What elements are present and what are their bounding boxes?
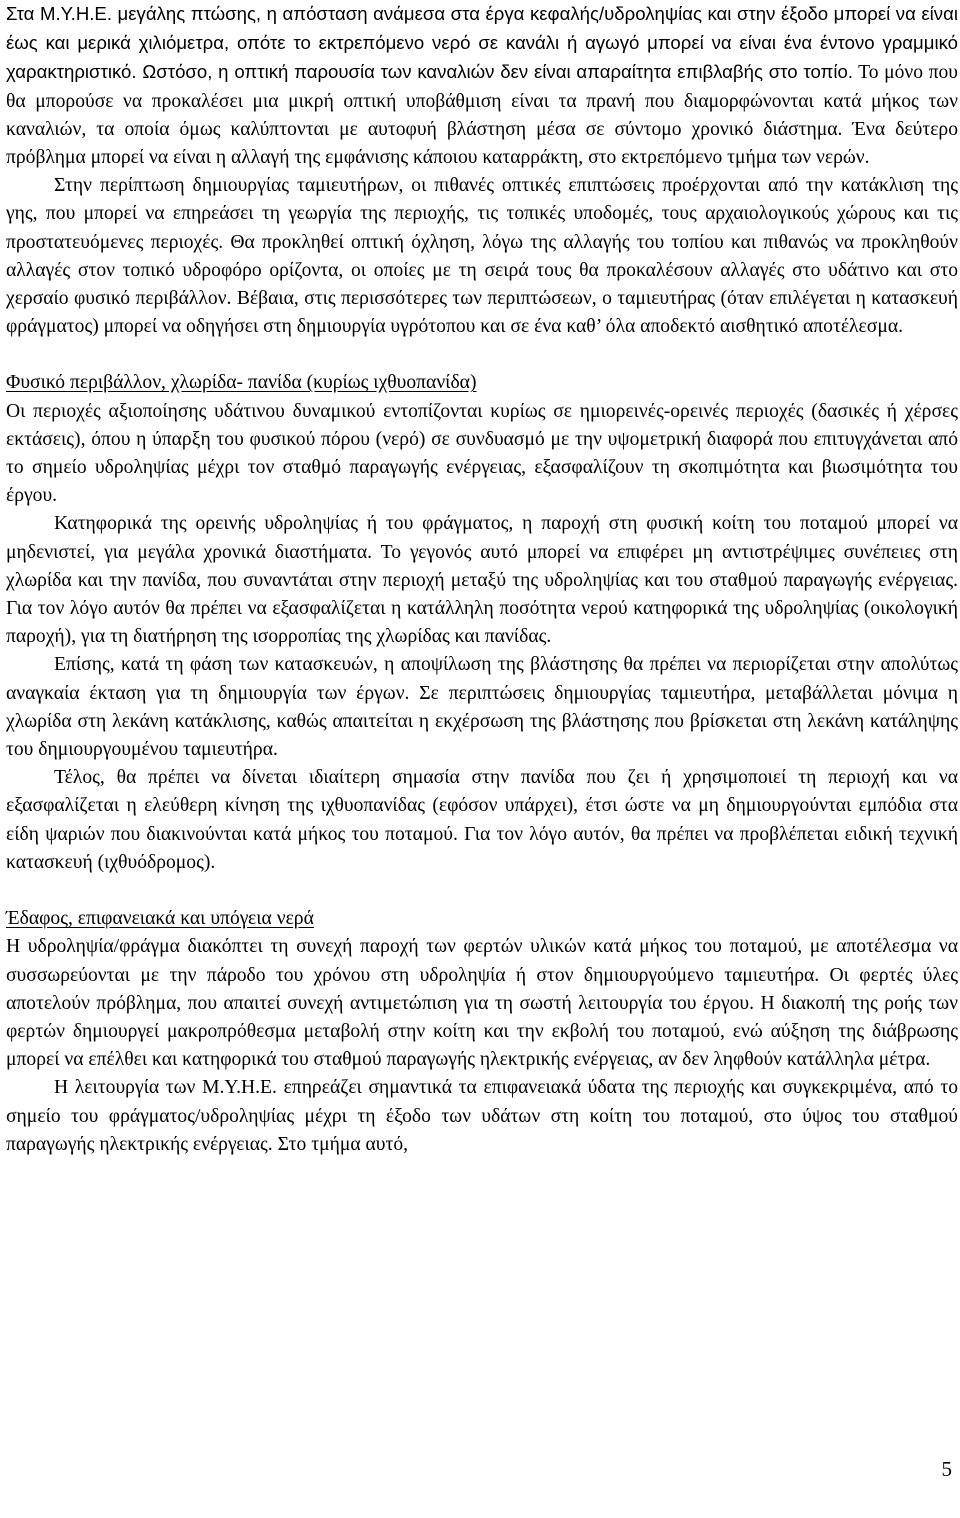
paragraph-segment: Στα Μ.Υ.Η.Ε. μεγάλης πτώσης, η απόσταση ανάμεσα στα έργα κεφαλής/υδροληψίας και στην έξοδο μπορεί να είναι έως και μερικά χιλιόμετρα, οπότε το εκτρεπόμενο νερό σε κανάλι ή αγωγό μπορεί να είναι ένα έντονο γραμμικό χαρακτηριστικό. Ωστόσο, η οπτική παρουσία των καναλιών δεν είναι απαραίτητα επιβλαβής στο τοπίο. <box>6 3 958 83</box>
document-page <box>6 0 958 1159</box>
body-paragraph: Η υδροληψία/φράγμα διακόπτει τη συνεχή παροχή των φερτών υλικών κατά μήκος του ποταμού, με αποτέλεσμα να συσσωρεύονται με την πάροδο του χρόνου στη υδροληψία ή στον δημιουργούμενο ταμιευτήρα. Οι φερτές ύλες αποτελούν πρόβλημα, που απαιτεί συνεχή αντιμετώπιση για τη σωστή λειτουργία του έργου. Η διακοπή της ροής των φερτών δημιουργεί μακροπρόθεσμα μεταβολή στην κοίτη και την εκβολή του ποταμού, ενώ αύξηση της διάβρωσης μπορεί να επέλθει και κατηφορικά του σταθμού παραγωγής ηλεκτρικής ενέργειας, αν δεν ληφθούν κατάλληλα μέτρα. <box>6 936 958 1071</box>
body-paragraph: Επίσης, κατά τη φάση των κατασκευών, η αποψίλωση της βλάστησης θα πρέπει να περιορίζεται στην απολύτως αναγκαία έκταση για τη δημιουργία των έργων. Σε περιπτώσεις δημιουργίας ταμιευτήρα, μεταβάλλεται μόνιμα η χλωρίδα στη λεκάνη κατάκλισης, καθώς απαιτείται η εκχέρσωση της βλάστησης που βρίσκεται στη λεκάνη κατάληψης του δημιουργουμένου ταμιευτήρα. <box>6 654 958 761</box>
body-paragraph: Στην περίπτωση δημιουργίας ταμιευτήρων, οι πιθανές οπτικές επιπτώσεις προέρχονται από την κατάκλιση της γης, που μπορεί να επηρεάσει τη γεωργία της περιοχής, τις τοπικές υποδομές, τους αρχαιολογικούς χώρους και τις προστατευόμενες περιοχές. Θα προκληθεί οπτική όχληση, λόγω της αλλαγής του τοπίου και πιθανώς να προκληθούν αλλαγές στον τοπικό υδροφόρο ορίζοντα, οι οποίες με τη σειρά τους θα προκαλέσουν αλλαγές στο υδάτινο και στο χερσαίο φυσικό περιβάλλον. Βέβαια, στις περισσότερες των περιπτώσεων, ο ταμιευτήρας (όταν επιλέγεται η κατασκευή φράγματος) μπορεί να οδηγήσει στη δημιουργία υγρότοπου και σε ένα καθ’ όλα αποδεκτό αισθητικό αποτέλεσμα. <box>6 175 958 338</box>
section-heading: Έδαφος, επιφανειακά και υπόγεια νερά <box>6 908 314 930</box>
body-paragraph <box>6 0 958 172</box>
body-paragraph: Οι περιοχές αξιοποίησης υδάτινου δυναμικού εντοπίζονται κυρίως σε ημιορεινές-ορεινές περιοχές (δασικές ή χέρσες εκτάσεις), όπου η ύπαρξη του φυσικού πόρου (νερό) σε συνδυασμό με την υψομετρική διαφορά που επιτυγχάνεται από το σημείο υδροληψίας μέχρι τον σταθμό παραγωγής ενέργειας, εξασφαλίζουν τη σκοπιμότητα και βιωσιμότητα του έργου. <box>6 400 958 507</box>
body-paragraph: Κατηφορικά της ορεινής υδροληψίας ή του φράγματος, η παροχή στη φυσική κοίτη του ποταμού μπορεί να μηδενιστεί, για μεγάλα χρονικά διαστήματα. Το γεγονός αυτό μπορεί να επιφέρει μη αντιστρέψιμες συνέπειες στη χλωρίδα και την πανίδα, που συναντάται στην περιοχή μεταξύ της υδροληψίας και του σταθμού παραγωγής ενέργειας. Για τον λόγο αυτόν θα πρέπει να εξασφαλίζεται η κατάλληλη ποσότητα νερού κατηφορικά της υδροληψίας (οικολογική παροχή), για τη διατήρηση της ισορροπίας της χλωρίδας και πανίδας. <box>6 513 958 648</box>
section-spacer <box>6 341 958 369</box>
body-paragraph: Η λειτουργία των Μ.Υ.Η.Ε. επηρεάζει σημαντικά τα επιφανειακά ύδατα της περιοχής και συγκεκριμένα, από το σημείο του φράγματος/υδροληψίας μέχρι τη έξοδο των υδάτων στη κοίτη του ποταμού, στο ύψος του σταθμού παραγωγής ηλεκτρικής ενέργειας. Στο τμήμα αυτό, <box>6 1077 958 1155</box>
section-heading: Φυσικό περιβάλλον, χλωρίδα- πανίδα (κυρίως ιχθυοπανίδα) <box>6 372 477 394</box>
section-spacer <box>6 877 958 905</box>
paragraph-segment: Το μόνο που θα μπορούσε να προκαλέσει μια μικρή οπτική υποβάθμιση είναι τα πρανή που διαμορφώνονται κατά μήκος των καναλιών, τα οποία όμως καλύπτονται με αυτοφυή βλάστηση μέσα σε σύντομο χρονικό διάστημα. Ένα δεύτερο πρόβλημα μπορεί να είναι η αλλαγή της εμφάνισης κάποιου καταρράκτη, στο εκτρεπόμενο τμήμα των νερών. <box>6 62 958 169</box>
body-paragraph: Τέλος, θα πρέπει να δίνεται ιδιαίτερη σημασία στην πανίδα που ζει ή χρησιμοποιεί τη περιοχή και να εξασφαλίζεται η ελεύθερη κίνηση της ιχθυοπανίδας (εφόσον υπάρχει), έτσι ώστε να μη δημιουργούνται εμπόδια στα είδη ψαριών που διακινούνται κατά μήκος του ποταμού. Για τον λόγο αυτόν, θα πρέπει να προβλέπεται ειδική τεχνική κατασκευή (ιχθυόδρομος). <box>6 767 958 873</box>
page-number: 5 <box>941 1457 952 1481</box>
